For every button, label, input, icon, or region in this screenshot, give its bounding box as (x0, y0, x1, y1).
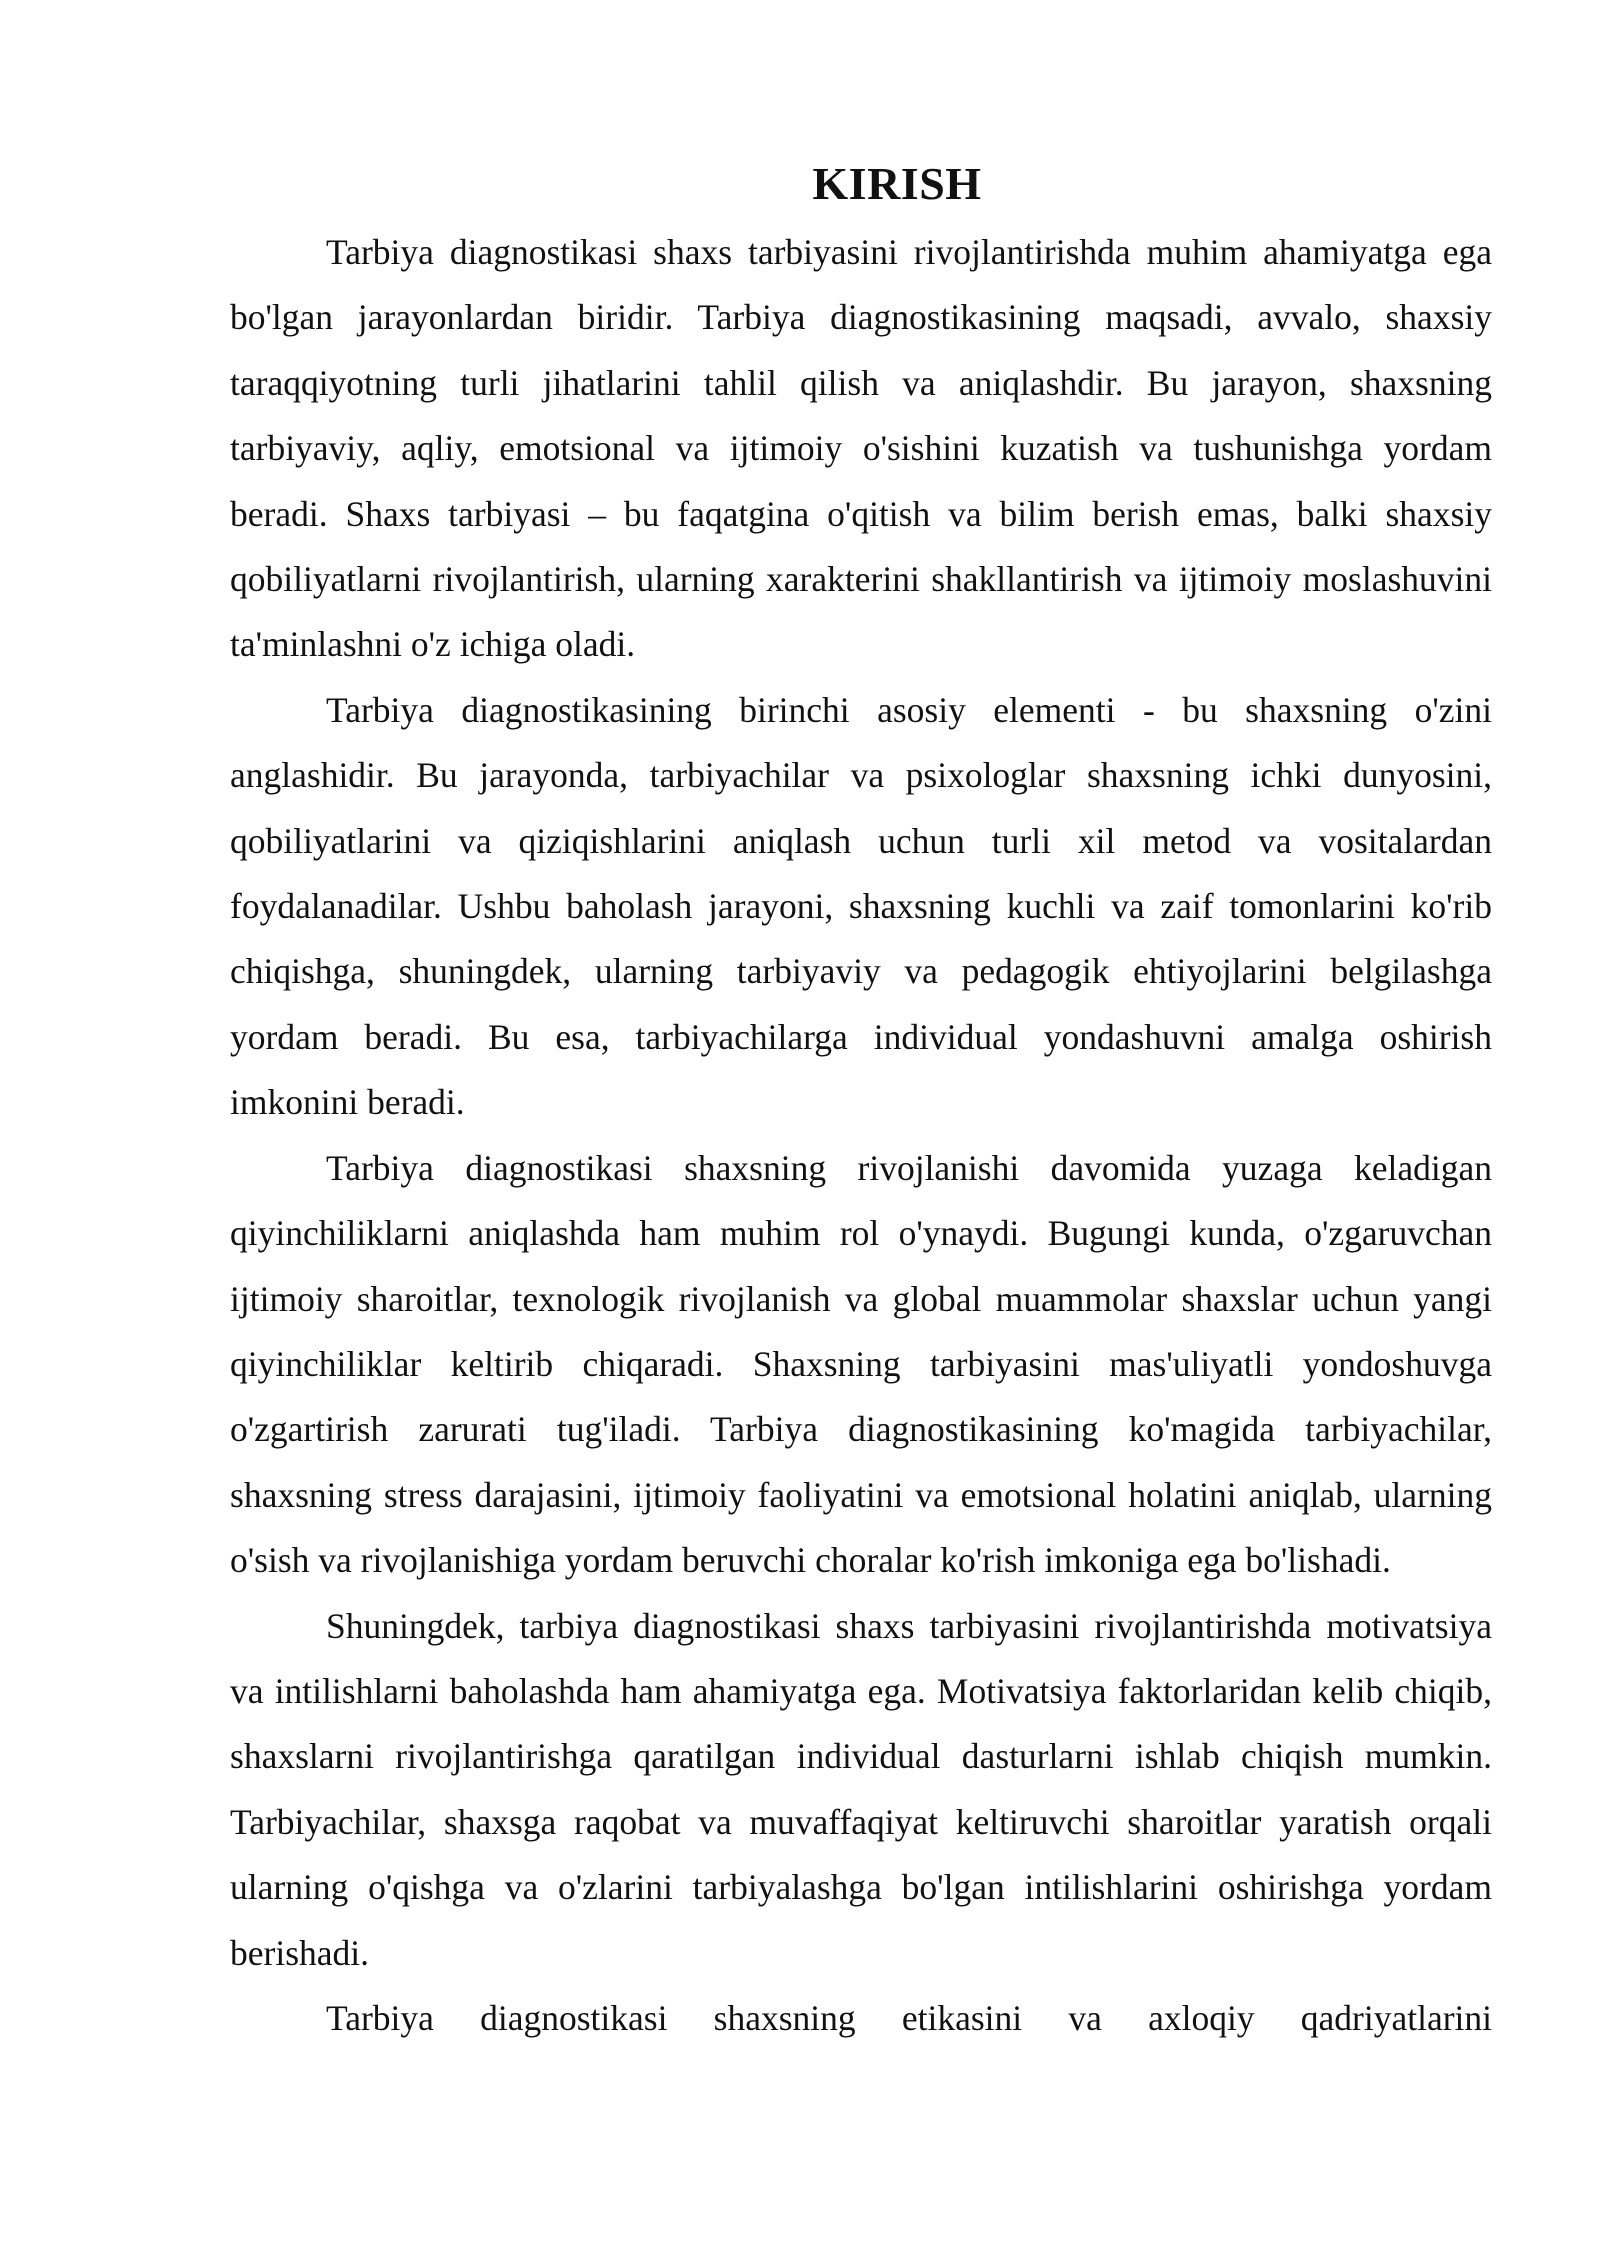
paragraph-2: Tarbiya diagnostikasining birinchi asosiy elementi - bu shaxsning o'zini anglashidir. Bu jarayonda, tarbiyachilar va psixologlar shaxsning ichki dunyosini, qobiliyatlarini va qiziqishlarini aniqlash uchun turli xil metod va vositalardan foydalanadilar. Ushbu baholash jarayoni, shaxsning kuchli va zaif tomonlarini ko'rib chiqishga, shuningdek, ularning tarbiyaviy va pedagogik ehtiyojlarini belgilashga yordam beradi. Bu esa, tarbiyachilarga individual yondashuvni amalga oshirish imkonini beradi. (230, 689, 1492, 1123)
paragraph-4: Shuningdek, tarbiya diagnostikasi shaxs tarbiyasini rivojlantirishda motivatsiya va intilishlarni baholashda ham ahamiyatga ega. Motivatsiya faktorlaridan kelib chiqib, shaxslarni rivojlantirishga qaratilgan individual dasturlarni ishlab chiqish mumkin. Tarbiyachilar, shaxsga raqobat va muvaffaqiyat keltiruvchi sharoitlar yaratish orqali ularning o'qishga va o'zlarini tarbiyalashga bo'lgan intilishlarini oshirishga yordam berishadi. (230, 1605, 1492, 1973)
page-title: KIRISH (812, 158, 982, 209)
paragraph-3: Tarbiya diagnostikasi shaxsning rivojlanishi davomida yuzaga keladigan qiyinchiliklarni aniqlashda ham muhim rol o'ynaydi. Bugungi kunda, o'zgaruvchan ijtimoiy sharoitlar, texnologik rivojlanish va global muammolar shaxslar uchun yangi qiyinchiliklar keltirib chiqaradi. Shaxsning tarbiyasini mas'uliyatli yondoshuvga o'zgartirish zarurati tug'iladi. Tarbiya diagnostikasining ko'magida tarbiyachilar, shaxsning stress darajasini, ijtimoiy faoliyatini va emotsional holatini aniqlab, ularning o'sish va rivojlanishiga yordam beruvchi choralar ko'rish imkoniga ega bo'lishadi. (230, 1147, 1492, 1581)
paragraph-1: Tarbiya diagnostikasi shaxs tarbiyasini rivojlantirishda muhim ahamiyatga ega bo'lgan jarayonlardan biridir. Tarbiya diagnostikasining maqsadi, avvalo, shaxsiy taraqqiyotning turli jihatlarini tahlil qilish va aniqlashdir. Bu jarayon, shaxsning tarbiyaviy, aqliy, emotsional va ijtimoiy o'sishini kuzatish va tushunishga yordam beradi. Shaxs tarbiyasi – bu faqatgina o'qitish va bilim berish emas, balki shaxsiy qobiliyatlarni rivojlantirish, ularning xarakterini shakllantirish va ijtimoiy moslashuvini ta'minlashni o'z ichiga oladi. (230, 232, 1492, 665)
document-body (230, 150, 1492, 2051)
paragraph-5: Tarbiya diagnostikasi shaxsning etikasini va axloqiy qadriyatlarini (326, 1997, 1492, 2038)
